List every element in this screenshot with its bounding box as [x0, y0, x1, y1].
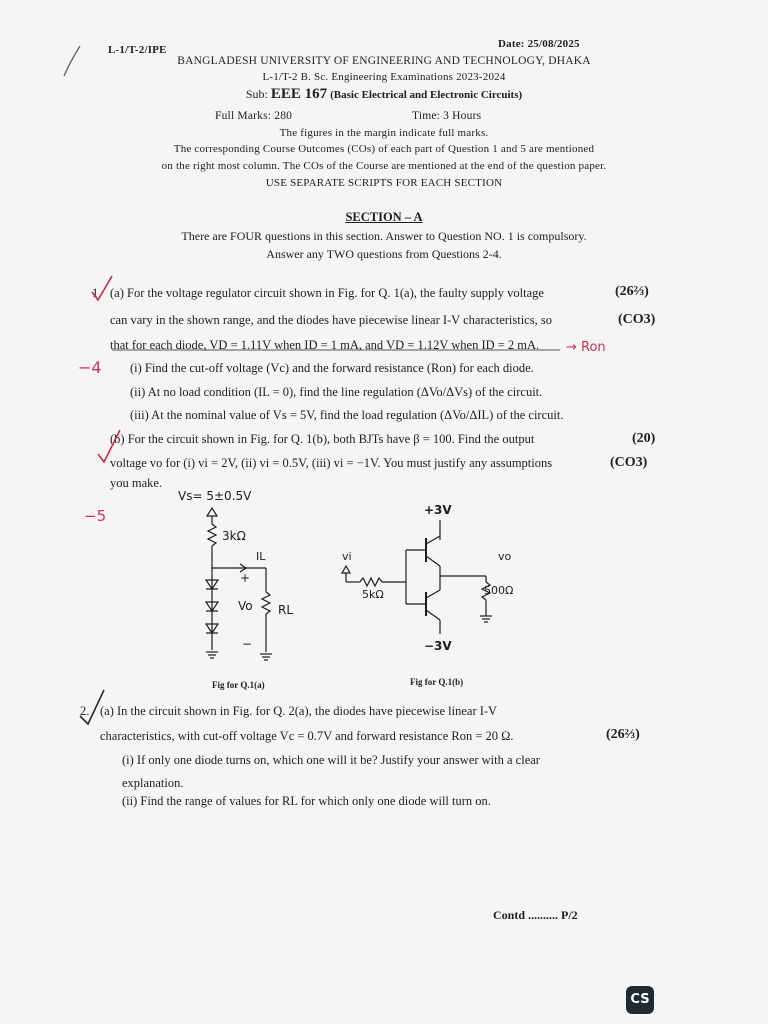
fig1b-r-in: 5kΩ: [362, 588, 384, 601]
margin-stroke: [64, 46, 80, 76]
tick-q1b: [98, 430, 120, 462]
subject-name: (Basic Electrical and Electronic Circuits): [330, 89, 523, 101]
q1b-line1: (b) For the circuit shown in Fig. for Q. 1(b), both BJTs have β = 100. Find the output: [110, 432, 535, 446]
q1a-co: (CO3): [618, 312, 656, 327]
ron-annotation: → Ron: [566, 340, 606, 355]
ground-icon: [206, 652, 272, 660]
continued-note: Contd .......... P/2: [493, 908, 578, 922]
q1a-line2: can vary in the shown range, and the diodes have piecewise linear I-V characteristics, so: [110, 313, 552, 327]
fig1a-source-label: Vs= 5±0.5V: [178, 489, 252, 503]
fig1b-vee: −3V: [424, 639, 452, 653]
q1-number: 1.: [92, 286, 102, 300]
camscanner-logo: CS: [626, 986, 654, 1014]
score-annotation-a: −4: [78, 358, 102, 377]
q2a-marks: (26⅔): [606, 727, 640, 742]
q1b-co: (CO3): [610, 455, 648, 470]
resistor-5k-icon: [360, 578, 382, 586]
q1b-marks: (20): [632, 431, 656, 446]
fig1a-plus: +: [240, 571, 251, 585]
figure-q1a: [170, 480, 330, 680]
exam-date: Date: 25/08/2025: [498, 38, 580, 50]
note-scripts: USE SEPARATE SCRIPTS FOR EACH SECTION: [265, 177, 503, 189]
q1b-line2: voltage vo for (i) vi = 2V, (ii) vi = 0.5V, (iii) vi = −1V. You must justify any assumptions: [110, 456, 553, 470]
fig1b-vcc: +3V: [424, 503, 452, 517]
score-annotation-b: −5: [84, 507, 107, 525]
fig1b-vi: vi: [342, 550, 352, 563]
q2a-part-ii: (ii) Find the range of values for RL for which only one diode will turn on.: [122, 794, 491, 808]
fig1b-r-out: 500Ω: [484, 584, 514, 597]
subject-code: EEE 167: [270, 86, 328, 102]
subject-prefix: Sub:: [245, 87, 268, 101]
q2a-part-i-line2: explanation.: [122, 776, 184, 790]
q1a-marks: (26⅔): [615, 284, 649, 299]
fig1a-vo: Vo: [238, 599, 253, 613]
load-resistor-icon: [262, 592, 270, 614]
note-co-2: on the right most column. The COs of the Course are mentioned at the end of the question paper.: [161, 160, 607, 172]
university-name: BANGLADESH UNIVERSITY OF ENGINEERING AND TECHNOLOGY, DHAKA: [177, 55, 591, 67]
q2a-line1: (a) In the circuit shown in Fig. for Q. 2(a), the diodes have piecewise linear I-V: [100, 704, 498, 718]
fig1a-rl: RL: [278, 603, 294, 617]
note-co-1: The corresponding Course Outcomes (COs) of each part of Question 1 and 5 are mentioned: [173, 143, 595, 155]
figure-q1b: [336, 500, 526, 660]
q1b-line3: you make.: [110, 476, 163, 490]
note-margin: The figures in the margin indicate full marks.: [279, 127, 489, 139]
full-marks: Full Marks: 280: [215, 110, 293, 122]
course-code: L-1/T-2/IPE: [108, 44, 167, 56]
q2a-line2: characteristics, with cut-off voltage Vc = 0.7V and forward resistance Ron = 20 Ω.: [100, 729, 514, 743]
ground-icon: [480, 616, 492, 622]
fig1a-minus: −: [242, 637, 253, 651]
bjt-pair-icon: [406, 536, 440, 620]
q2a-part-i-line1: (i) If only one diode turns on, which one will it be? Justify your answer with a clear: [122, 753, 540, 767]
section-instructions-1: There are FOUR questions in this section. Answer to Question NO. 1 is compulsory.: [181, 229, 587, 243]
fig1a-current: IL: [256, 550, 266, 563]
section-title: SECTION – A: [345, 210, 423, 224]
resistor-3k-icon: [208, 524, 216, 546]
exam-title: L-1/T-2 B. Sc. Engineering Examinations 2023-2024: [262, 71, 506, 83]
q1a-line3: that for each diode, VD = 1.11V when ID = 1 mA, and VD = 1.12V when ID = 2 mA.: [110, 338, 540, 352]
q1a-line1: (a) For the voltage regulator circuit shown in Fig. for Q. 1(a), the faulty supply voltage: [110, 286, 544, 300]
time-allowed: Time: 3 Hours: [412, 110, 482, 122]
q2-number: 2.: [80, 704, 90, 718]
section-instructions-2: Answer any TWO questions from Questions 2-4.: [266, 247, 502, 261]
q1a-part-ii: (ii) At no load condition (IL = 0), find the line regulation (ΔVo/ΔVs) of the circuit.: [130, 385, 543, 399]
tick-q1: [92, 276, 112, 300]
q1a-part-i: (i) Find the cut-off voltage (Vc) and the forward resistance (Ron) for each diode.: [130, 361, 534, 375]
fig1a-caption: Fig for Q.1(a): [212, 680, 265, 690]
supply-arrow-icon: [207, 508, 217, 516]
fig1b-vo: vo: [498, 550, 512, 563]
fig1b-caption: Fig for Q.1(b): [410, 677, 464, 687]
q1a-part-iii: (iii) At the nominal value of Vs = 5V, find the load regulation (ΔVo/ΔIL) of the circuit.: [130, 408, 564, 422]
input-arrow-icon: [342, 566, 350, 573]
fig1a-resistor: 3kΩ: [222, 529, 246, 543]
